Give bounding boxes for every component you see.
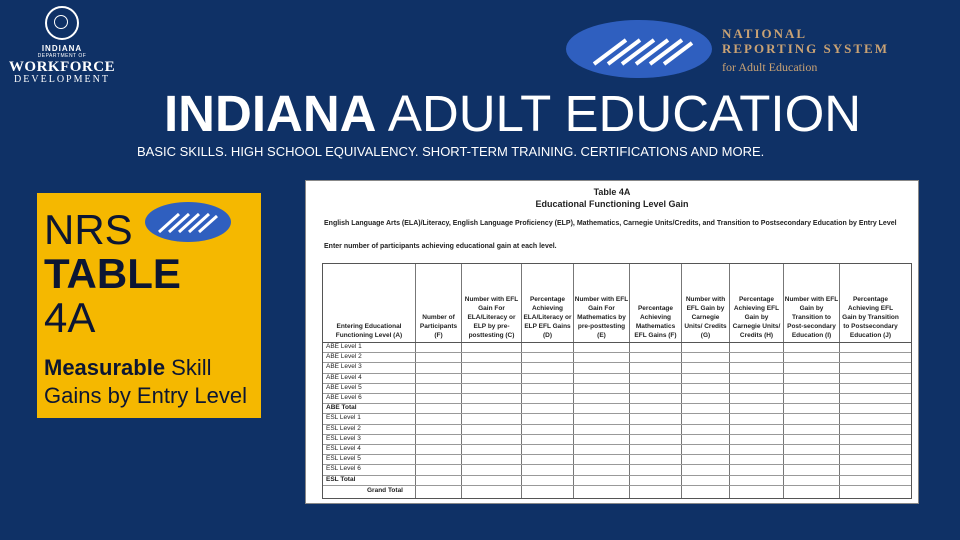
box-caption xyxy=(44,354,254,410)
table-row-rule xyxy=(323,393,911,394)
header-rule xyxy=(323,342,911,343)
box-text xyxy=(44,208,254,410)
table-column-header: Number with EFL Gain For Mathematics by pre-posttesting (E) xyxy=(574,296,629,339)
doc-table xyxy=(322,263,912,499)
table-row-rule xyxy=(323,352,911,353)
nrs-logo-line2: REPORTING SYSTEM xyxy=(722,41,889,56)
table-column-header: Number of Participants (F) xyxy=(419,314,458,339)
table-row-rule xyxy=(323,373,911,374)
title-rest: ADULT EDUCATION xyxy=(376,85,862,142)
table-row-rule xyxy=(323,383,911,384)
table-row-label: ABE Level 4 xyxy=(326,373,362,381)
table-column-header: Percentage Achieving Mathematics EFL Gains (F) xyxy=(634,305,677,339)
table-row-label: ESL Level 5 xyxy=(326,455,361,463)
table-row-label: ESL Level 4 xyxy=(326,445,361,452)
table-row-label: ABE Level 1 xyxy=(326,343,362,350)
table-row-label: ABE Level 3 xyxy=(326,363,362,371)
table-column xyxy=(783,264,839,498)
table-row-rule xyxy=(323,475,911,476)
doc-note-2: Enter number of participants achieving educational gain at each level. xyxy=(324,243,557,250)
doc-note-1: English Language Arts (ELA)/Literacy, English Language Proficiency (ELP), Mathematics, Carnegie Units/Credits, and Transition to Postsecondary Education by Entry Level xyxy=(324,220,897,227)
box-line-nrs: NRS xyxy=(44,206,133,253)
nrs-oval-icon xyxy=(564,18,714,80)
table-row-rule xyxy=(323,424,911,425)
slide-title xyxy=(164,86,861,142)
table-row-label: ABE Level 2 xyxy=(326,353,362,361)
table-column-header: Percentage Achieving ELA/Literacy or ELP EFL Gains (D) xyxy=(523,296,572,339)
table-column xyxy=(681,264,729,498)
dwd-logo-workforce: WORKFORCE xyxy=(8,59,116,75)
nrs-logo xyxy=(560,16,900,86)
table-column-header: Number with EFL Gain For ELA/Literacy or ELP by pre-posttesting (C) xyxy=(464,296,519,339)
table-row-rule xyxy=(323,362,911,363)
nrs-logo-name xyxy=(722,26,889,56)
table-row-label: ESL Level 3 xyxy=(326,434,361,442)
table-row-label: ABE Level 5 xyxy=(326,383,362,391)
indiana-dwd-logo xyxy=(8,6,116,94)
table-row-label: ESL Level 2 xyxy=(326,424,361,432)
table-row-rule xyxy=(323,485,911,486)
table-row-rule xyxy=(323,464,911,465)
table-column xyxy=(629,264,681,498)
doc-title: Table 4A xyxy=(593,187,631,197)
title-bold: INDIANA xyxy=(164,85,377,142)
table-column-header: Percentage Achieving EFL Gain by Transition to Postsecondary Education (J) xyxy=(842,296,899,339)
table-column xyxy=(573,264,629,498)
box-line-table: TABLE xyxy=(44,250,181,297)
box-caption-bold: Measurable xyxy=(44,355,166,380)
table-column xyxy=(729,264,783,498)
table-column xyxy=(461,264,521,498)
table-row-rule xyxy=(323,454,911,455)
box-caption-rest: Skill Gains by Entry Level xyxy=(44,355,247,408)
table-row-label: ABE Level 6 xyxy=(326,394,362,401)
table-row-label: ABE Total xyxy=(326,404,357,412)
slide-subtitle: BASIC SKILLS. HIGH SCHOOL EQUIVALENCY. SHORT-TERM TRAINING. CERTIFICATIONS AND MORE. xyxy=(137,144,765,159)
table-column-header: Percentage Achieving EFL Gain by Carnegie Units/ Credits (H) xyxy=(732,296,781,339)
table-row-label: ESL Total xyxy=(326,475,356,483)
table-column-header: Number with EFL Gain by Transition to Post-secondary Education (I) xyxy=(784,296,839,339)
dwd-logo-state: INDIANA xyxy=(41,44,83,53)
table-row-rule xyxy=(323,403,911,404)
table-row-rule xyxy=(323,434,911,435)
box-line-number: 4A xyxy=(44,294,96,341)
table-row-rule xyxy=(323,444,911,445)
nrs-logo-line1: NATIONAL xyxy=(722,26,808,41)
table-column xyxy=(521,264,573,498)
table-column xyxy=(415,264,461,498)
table-row-label: ESL Level 1 xyxy=(326,414,361,422)
doc-subtitle: Educational Functioning Level Gain xyxy=(535,199,689,209)
dwd-logo-development: DEVELOPMENT xyxy=(14,74,110,85)
table-column-header: Entering Educational Functioning Level (A) xyxy=(335,323,403,339)
table-column xyxy=(839,264,901,498)
table-row-rule xyxy=(323,413,911,414)
state-seal-icon xyxy=(45,6,79,40)
table-4a-image xyxy=(305,180,919,504)
grand-total-label: Grand Total xyxy=(367,486,403,494)
dwd-logo-department: DEPARTMENT OF xyxy=(37,53,87,59)
table-row-label: ESL Level 6 xyxy=(326,465,361,473)
nrs-logo-line3: for Adult Education xyxy=(722,60,818,74)
table-column-header: Number with EFL Gain by Carnegie Units/ Credits (G) xyxy=(684,296,727,339)
